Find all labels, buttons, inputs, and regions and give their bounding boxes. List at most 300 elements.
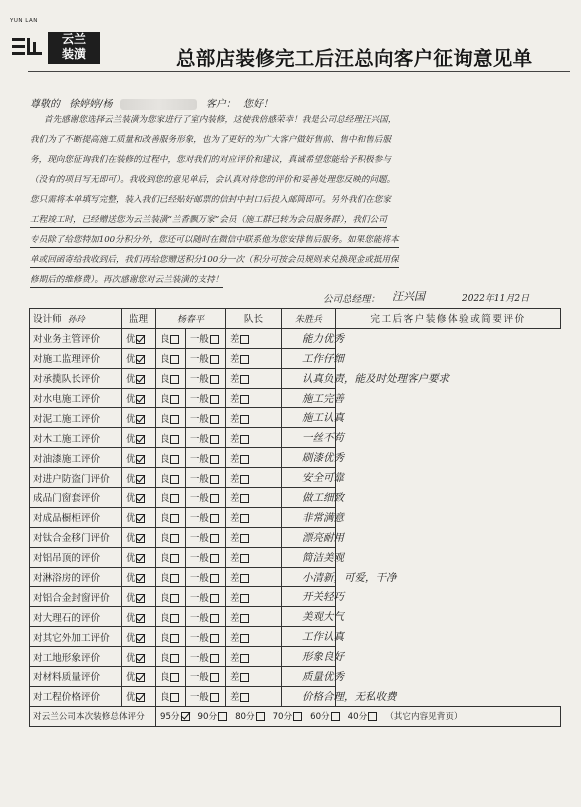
checkbox-icon[interactable] xyxy=(136,415,145,424)
rating-option[interactable] xyxy=(156,647,186,667)
rating-option-label: 一般 xyxy=(190,374,209,386)
checkbox-icon[interactable] xyxy=(170,673,179,682)
rating-option-label: 优 xyxy=(126,473,136,485)
checkbox-icon[interactable] xyxy=(170,614,179,623)
rating-option-label: 差 xyxy=(230,334,240,346)
logo-cn-line2: 装潢 xyxy=(61,47,86,61)
checkbox-icon[interactable] xyxy=(170,455,179,464)
rating-option-label: 良 xyxy=(160,513,170,525)
checkbox-icon[interactable] xyxy=(210,494,219,503)
table-row xyxy=(30,408,561,428)
score-option[interactable] xyxy=(348,712,378,722)
rating-option-label: 良 xyxy=(160,354,170,366)
row-category: 对油漆施工评价 xyxy=(30,448,122,468)
score-option-label: 60分 xyxy=(310,712,330,723)
checkbox-icon[interactable] xyxy=(210,574,219,583)
checkbox-icon[interactable] xyxy=(136,435,145,444)
score-option[interactable] xyxy=(310,712,340,722)
checkbox-icon[interactable] xyxy=(240,395,249,404)
score-option[interactable] xyxy=(198,712,228,722)
comment-column-header: 完工后客户装修体验或简要评价 xyxy=(336,309,561,329)
rating-option[interactable] xyxy=(226,507,282,527)
rating-option[interactable] xyxy=(226,488,282,508)
checkbox-icon[interactable] xyxy=(240,673,249,682)
rating-option-label: 差 xyxy=(230,573,240,585)
rating-option[interactable] xyxy=(186,587,226,607)
rating-option-label: 一般 xyxy=(190,632,209,644)
table-row xyxy=(30,607,561,627)
checkbox-icon[interactable] xyxy=(170,395,179,404)
row-category: 对水电施工评价 xyxy=(30,388,122,408)
rating-option[interactable] xyxy=(156,408,186,428)
rating-option[interactable] xyxy=(186,686,226,706)
row-category: 对铝合金封窗评价 xyxy=(30,587,122,607)
rating-option[interactable] xyxy=(156,448,186,468)
rating-option[interactable] xyxy=(226,448,282,468)
rating-option-label: 良 xyxy=(160,493,170,505)
rating-option-label: 优 xyxy=(126,533,136,545)
score-option-label: 95分 xyxy=(160,712,180,723)
rating-option[interactable] xyxy=(122,567,156,587)
letter-line-5: 您只需将本单填写完整，装入我们已经贴好邮票的信封中封口后投入邮筒即可。另外我们在您家 xyxy=(30,195,391,205)
rating-option[interactable] xyxy=(122,667,156,687)
checkbox-icon[interactable] xyxy=(136,455,145,464)
logo-mark xyxy=(10,18,44,64)
rating-option-label: 优 xyxy=(126,612,136,624)
rating-option[interactable] xyxy=(156,368,186,388)
table-row xyxy=(30,488,561,508)
letter-line-2: 我们为了不断提高施工质量和改善服务形象，也为了更好的为广大客户做好售前、售中和售后服 xyxy=(30,135,391,145)
rating-option[interactable] xyxy=(156,527,186,547)
logo-cn-line1: 云兰 xyxy=(61,32,86,46)
score-option-label: 70分 xyxy=(272,712,293,723)
checkbox-icon[interactable] xyxy=(240,435,249,444)
rating-option[interactable] xyxy=(156,607,186,627)
checkbox-icon[interactable] xyxy=(240,355,249,364)
checkbox-icon[interactable] xyxy=(136,554,145,563)
checkbox-icon[interactable] xyxy=(240,574,249,583)
checkbox-icon[interactable] xyxy=(240,475,249,484)
foreman-cell xyxy=(226,309,282,329)
rating-option-label: 良 xyxy=(160,473,170,485)
rating-option-label: 良 xyxy=(160,592,170,604)
checkbox-icon[interactable] xyxy=(240,494,249,503)
checkbox-icon[interactable] xyxy=(136,395,145,404)
checkbox-icon[interactable] xyxy=(170,574,179,583)
row-category: 对工程价格评价 xyxy=(30,686,122,706)
rating-option-label: 良 xyxy=(160,612,170,624)
rating-option-label: 良 xyxy=(160,413,170,425)
rating-option-label: 一般 xyxy=(190,394,209,405)
rating-option-label: 良 xyxy=(160,374,170,386)
rating-option-label: 一般 xyxy=(190,652,209,664)
rating-option[interactable] xyxy=(186,647,226,667)
rating-option[interactable] xyxy=(122,428,156,448)
rating-option-label: 一般 xyxy=(190,453,209,465)
letter-line-8: 单或回函寄给我收到后，我们再给您赠送积分100分一次（积分可按会员规则来兑换现金或抵用保 xyxy=(30,253,399,268)
checkbox-icon[interactable] xyxy=(136,335,145,344)
rating-option[interactable] xyxy=(122,328,156,348)
rating-option-label: 差 xyxy=(230,632,240,644)
rating-option[interactable] xyxy=(226,348,282,368)
checkbox-icon[interactable] xyxy=(136,693,145,702)
rating-option-label: 优 xyxy=(126,652,136,664)
row-comment: 非常满意 xyxy=(282,507,336,527)
rating-option[interactable] xyxy=(122,647,156,667)
checkbox-icon[interactable] xyxy=(170,375,179,384)
checkbox-icon[interactable] xyxy=(170,494,179,503)
rating-option[interactable] xyxy=(122,368,156,388)
rating-option-label: 差 xyxy=(230,453,240,465)
score-option[interactable] xyxy=(160,712,190,722)
rating-option-label: 差 xyxy=(230,354,240,366)
row-comment: 施工认真 xyxy=(282,408,336,428)
rating-option[interactable] xyxy=(156,388,186,408)
rating-option-label: 优 xyxy=(126,573,136,585)
checkbox-icon[interactable] xyxy=(210,375,219,384)
rating-option-label: 差 xyxy=(230,513,240,525)
rating-option[interactable] xyxy=(226,587,282,607)
rating-option[interactable] xyxy=(186,527,226,547)
table-row xyxy=(30,627,561,647)
rating-option[interactable] xyxy=(122,448,156,468)
checkbox-icon[interactable] xyxy=(210,654,219,663)
rating-option-label: 良 xyxy=(160,394,170,405)
row-category: 对成品橱柜评价 xyxy=(30,507,122,527)
rating-option-label: 差 xyxy=(230,413,240,425)
rating-option-label: 优 xyxy=(126,433,136,445)
rating-option[interactable] xyxy=(122,587,156,607)
rating-option[interactable] xyxy=(186,348,226,368)
checkbox-icon[interactable] xyxy=(170,634,179,643)
checkbox-icon[interactable] xyxy=(170,594,179,603)
rating-option[interactable] xyxy=(186,607,226,627)
table-row xyxy=(30,348,561,368)
checkbox-icon[interactable] xyxy=(210,455,219,464)
rating-option[interactable] xyxy=(226,686,282,706)
checkbox-icon[interactable] xyxy=(240,375,249,384)
row-comment: 施工完善 xyxy=(282,388,336,408)
rating-option[interactable] xyxy=(156,587,186,607)
rating-option-label: 差 xyxy=(230,374,240,386)
checkbox-icon[interactable] xyxy=(181,712,190,721)
checkbox-icon[interactable] xyxy=(256,712,265,721)
rating-option-label: 优 xyxy=(126,334,136,346)
row-comment: 安全可靠 xyxy=(282,468,336,488)
rating-option[interactable] xyxy=(122,527,156,547)
logo-english: YUN LAN xyxy=(10,18,38,24)
checkbox-icon[interactable] xyxy=(240,693,249,702)
greeting-line xyxy=(30,95,273,111)
checkbox-icon[interactable] xyxy=(136,475,145,484)
row-comment: 做工细致 xyxy=(282,488,336,508)
header-divider xyxy=(28,71,570,72)
rating-option-label: 一般 xyxy=(190,473,209,485)
customer-label: 客户： xyxy=(205,99,236,110)
checkbox-icon[interactable] xyxy=(240,614,249,623)
checkbox-icon[interactable] xyxy=(240,415,249,424)
rating-option[interactable] xyxy=(186,448,226,468)
checkbox-icon[interactable] xyxy=(136,634,145,643)
rating-option-label: 差 xyxy=(230,652,240,664)
rating-option[interactable] xyxy=(156,547,186,567)
checkbox-icon[interactable] xyxy=(210,673,219,682)
logo-text xyxy=(48,32,100,64)
checkbox-icon[interactable] xyxy=(240,455,249,464)
checkbox-icon[interactable] xyxy=(136,594,145,603)
designer-name: 孙玲 xyxy=(67,315,85,326)
row-comment: 开关轻巧 xyxy=(282,587,336,607)
row-comment: 一丝不苟 xyxy=(282,428,336,448)
checkbox-icon[interactable] xyxy=(210,554,219,563)
rating-option[interactable] xyxy=(226,647,282,667)
rating-option-label: 优 xyxy=(126,632,136,644)
row-comment: 工作认真 xyxy=(282,627,336,647)
checkbox-icon[interactable] xyxy=(136,494,145,503)
rating-option[interactable] xyxy=(226,468,282,488)
rating-option[interactable] xyxy=(156,348,186,368)
checkbox-icon[interactable] xyxy=(331,712,340,721)
checkbox-icon[interactable] xyxy=(293,712,302,721)
overall-score-options xyxy=(156,706,561,726)
row-category: 对承揽队长评价 xyxy=(30,368,122,388)
rating-option[interactable] xyxy=(226,667,282,687)
checkbox-icon[interactable] xyxy=(170,415,179,424)
rating-option-label: 差 xyxy=(230,672,240,684)
checkbox-icon[interactable] xyxy=(210,355,219,364)
checkbox-icon[interactable] xyxy=(170,554,179,563)
rating-option-label: 良 xyxy=(160,573,170,585)
supervisor-name: 杨春平 xyxy=(156,309,226,329)
rating-option-label: 差 xyxy=(230,533,240,545)
row-category: 对工地形象评价 xyxy=(30,647,122,667)
checkbox-icon[interactable] xyxy=(136,673,145,682)
rating-option-label: 优 xyxy=(126,413,136,425)
rating-option[interactable] xyxy=(186,507,226,527)
checkbox-icon[interactable] xyxy=(240,654,249,663)
score-option[interactable] xyxy=(235,712,265,722)
checkbox-icon[interactable] xyxy=(210,415,219,424)
evaluation-table xyxy=(29,308,561,727)
document-title: 总部店装修完工后汪总向客户征询意见单 xyxy=(176,47,533,70)
checkbox-icon[interactable] xyxy=(240,594,249,603)
overall-note: （其它内容见背页） xyxy=(385,712,463,723)
row-comment: 能力优秀 xyxy=(282,328,336,348)
table-row xyxy=(30,647,561,667)
rating-option[interactable] xyxy=(122,547,156,567)
rating-option[interactable] xyxy=(226,547,282,567)
general-manager-label: 公司总经理： xyxy=(323,294,381,305)
rating-option[interactable] xyxy=(122,686,156,706)
row-category: 对业务主管评价 xyxy=(30,328,122,348)
rating-option-label: 差 xyxy=(230,612,240,624)
rating-option-label: 优 xyxy=(126,672,136,684)
rating-option-label: 一般 xyxy=(190,612,209,624)
rating-option-label: 优 xyxy=(126,553,136,565)
score-option[interactable] xyxy=(273,712,303,722)
checkbox-icon[interactable] xyxy=(240,554,249,563)
rating-option[interactable] xyxy=(186,547,226,567)
rating-option-label: 良 xyxy=(160,652,170,664)
rating-option[interactable] xyxy=(226,527,282,547)
rating-option[interactable] xyxy=(186,488,226,508)
rating-option[interactable] xyxy=(186,368,226,388)
rating-option[interactable] xyxy=(186,428,226,448)
checkbox-icon[interactable] xyxy=(240,634,249,643)
rating-option-label: 一般 xyxy=(190,354,209,366)
table-row xyxy=(30,428,561,448)
rating-option[interactable] xyxy=(156,507,186,527)
signing-date: 2022年11月2日 xyxy=(462,294,530,304)
rating-option[interactable] xyxy=(186,328,226,348)
checkbox-icon[interactable] xyxy=(210,514,219,523)
checkbox-icon[interactable] xyxy=(240,534,249,543)
checkbox-icon[interactable] xyxy=(136,375,145,384)
rating-option-label: 优 xyxy=(126,374,136,386)
table-row xyxy=(30,388,561,408)
rating-option[interactable] xyxy=(226,627,282,647)
rating-option-label: 一般 xyxy=(190,592,209,604)
redacted-address xyxy=(120,99,197,110)
rating-option[interactable] xyxy=(226,428,282,448)
checkbox-icon[interactable] xyxy=(170,534,179,543)
checkbox-icon[interactable] xyxy=(136,534,145,543)
rating-option-label: 良 xyxy=(160,533,170,545)
checkbox-icon[interactable] xyxy=(368,712,377,721)
checkbox-icon[interactable] xyxy=(170,693,179,702)
rating-option[interactable] xyxy=(156,667,186,687)
table-row xyxy=(30,507,561,527)
rating-option-label: 优 xyxy=(126,592,136,604)
salutation: 尊敬的 xyxy=(30,99,60,110)
row-category: 对淋浴房的评价 xyxy=(30,567,122,587)
checkbox-icon[interactable] xyxy=(136,514,145,523)
rating-option-label: 优 xyxy=(126,692,136,704)
rating-option[interactable] xyxy=(226,567,282,587)
row-category: 对其它外加工评价 xyxy=(30,627,122,647)
checkbox-icon[interactable] xyxy=(210,693,219,702)
rating-option-label: 一般 xyxy=(190,553,209,565)
rating-option[interactable] xyxy=(156,567,186,587)
checkbox-icon[interactable] xyxy=(210,475,219,484)
table-row xyxy=(30,527,561,547)
rating-option[interactable] xyxy=(226,607,282,627)
customer-name-suffix: /杨 xyxy=(99,99,113,110)
row-category: 对泥工施工评价 xyxy=(30,408,122,428)
checkbox-icon[interactable] xyxy=(240,335,249,344)
rating-option[interactable] xyxy=(122,348,156,368)
checkbox-icon[interactable] xyxy=(210,395,219,404)
checkbox-icon[interactable] xyxy=(210,614,219,623)
rating-option[interactable] xyxy=(122,388,156,408)
rating-option[interactable] xyxy=(226,388,282,408)
rating-option[interactable] xyxy=(186,408,226,428)
rating-option[interactable] xyxy=(156,468,186,488)
rating-option-label: 差 xyxy=(230,433,240,445)
table-row xyxy=(30,468,561,488)
rating-option-label: 一般 xyxy=(190,573,209,585)
rating-option[interactable] xyxy=(156,627,186,647)
checkbox-icon[interactable] xyxy=(170,435,179,444)
rating-option[interactable] xyxy=(122,408,156,428)
row-category: 对钛合金移门评价 xyxy=(30,527,122,547)
rating-option[interactable] xyxy=(186,468,226,488)
checkbox-icon[interactable] xyxy=(136,574,145,583)
rating-option[interactable] xyxy=(122,468,156,488)
rating-option[interactable] xyxy=(226,368,282,388)
row-category: 对施工监理评价 xyxy=(30,348,122,368)
table-row xyxy=(30,328,561,348)
letter-line-9: 修期后的维修费）。再次感谢您对云兰装潢的支持！ xyxy=(30,273,223,288)
rating-option[interactable] xyxy=(156,428,186,448)
checkbox-icon[interactable] xyxy=(210,594,219,603)
company-logo xyxy=(10,18,102,64)
checkbox-icon[interactable] xyxy=(136,654,145,663)
rating-option-label: 优 xyxy=(126,394,136,405)
letter-line-6: 工程竣工时，已经赠送您为云兰装潢“兰香飘万家”会员（施工群已转为会员服务群），我们公司 xyxy=(30,213,387,228)
table-header-row xyxy=(30,309,561,329)
foreman-name: 朱胜兵 xyxy=(282,309,336,329)
checkbox-icon[interactable] xyxy=(170,654,179,663)
row-comment: 价格合理，无私收费 xyxy=(282,686,336,706)
overall-score-row xyxy=(30,706,561,726)
checkbox-icon[interactable] xyxy=(170,475,179,484)
rating-option-label: 良 xyxy=(160,334,170,346)
checkbox-icon[interactable] xyxy=(170,514,179,523)
rating-option-label: 差 xyxy=(230,493,240,505)
rating-option[interactable] xyxy=(122,507,156,527)
row-category: 对材料质量评价 xyxy=(30,667,122,687)
rating-option[interactable] xyxy=(122,607,156,627)
checkbox-icon[interactable] xyxy=(170,335,179,344)
rating-option-label: 差 xyxy=(230,692,240,704)
letter-line-7: 专员除了给您特加100分积分外，您还可以随时在微信中联系他为您安排售后服务。如果您能将本 xyxy=(30,233,399,248)
rating-option[interactable] xyxy=(122,627,156,647)
letter-line-1: 首先感谢您选择云兰装潢为您家进行了室内装修，这使我倍感荣幸！我是公司总经理汪兴国， xyxy=(44,115,397,125)
rating-option[interactable] xyxy=(186,627,226,647)
checkbox-icon[interactable] xyxy=(210,435,219,444)
checkbox-icon[interactable] xyxy=(210,335,219,344)
rating-option[interactable] xyxy=(122,488,156,508)
rating-option-label: 良 xyxy=(160,433,170,445)
checkbox-icon[interactable] xyxy=(170,355,179,364)
letter-line-3: 务，现向您征询我们在装修的过程中，您对我们的对应评价和建议，真诚希望您能给予积极参与 xyxy=(30,155,391,165)
checkbox-icon[interactable] xyxy=(136,614,145,623)
row-category: 对大理石的评价 xyxy=(30,607,122,627)
rating-option[interactable] xyxy=(186,667,226,687)
row-comment: 小清新，可爱，干净 xyxy=(282,567,336,587)
rating-option[interactable] xyxy=(226,328,282,348)
rating-option[interactable] xyxy=(156,488,186,508)
checkbox-icon[interactable] xyxy=(210,634,219,643)
checkbox-icon[interactable] xyxy=(210,534,219,543)
checkbox-icon[interactable] xyxy=(218,712,227,721)
rating-option[interactable] xyxy=(186,567,226,587)
customer-name: 徐婷婷 xyxy=(69,99,100,110)
rating-option-label: 一般 xyxy=(190,533,209,545)
rating-option-label: 优 xyxy=(126,354,136,366)
rating-option-label: 良 xyxy=(160,672,170,684)
checkbox-icon[interactable] xyxy=(136,355,145,364)
rating-option[interactable] xyxy=(156,328,186,348)
rating-option[interactable] xyxy=(186,388,226,408)
rating-option-label: 优 xyxy=(126,513,136,525)
checkbox-icon[interactable] xyxy=(240,514,249,523)
rating-option[interactable] xyxy=(226,408,282,428)
rating-option-label: 一般 xyxy=(190,413,209,425)
table-row xyxy=(30,368,561,388)
rating-option[interactable] xyxy=(156,686,186,706)
